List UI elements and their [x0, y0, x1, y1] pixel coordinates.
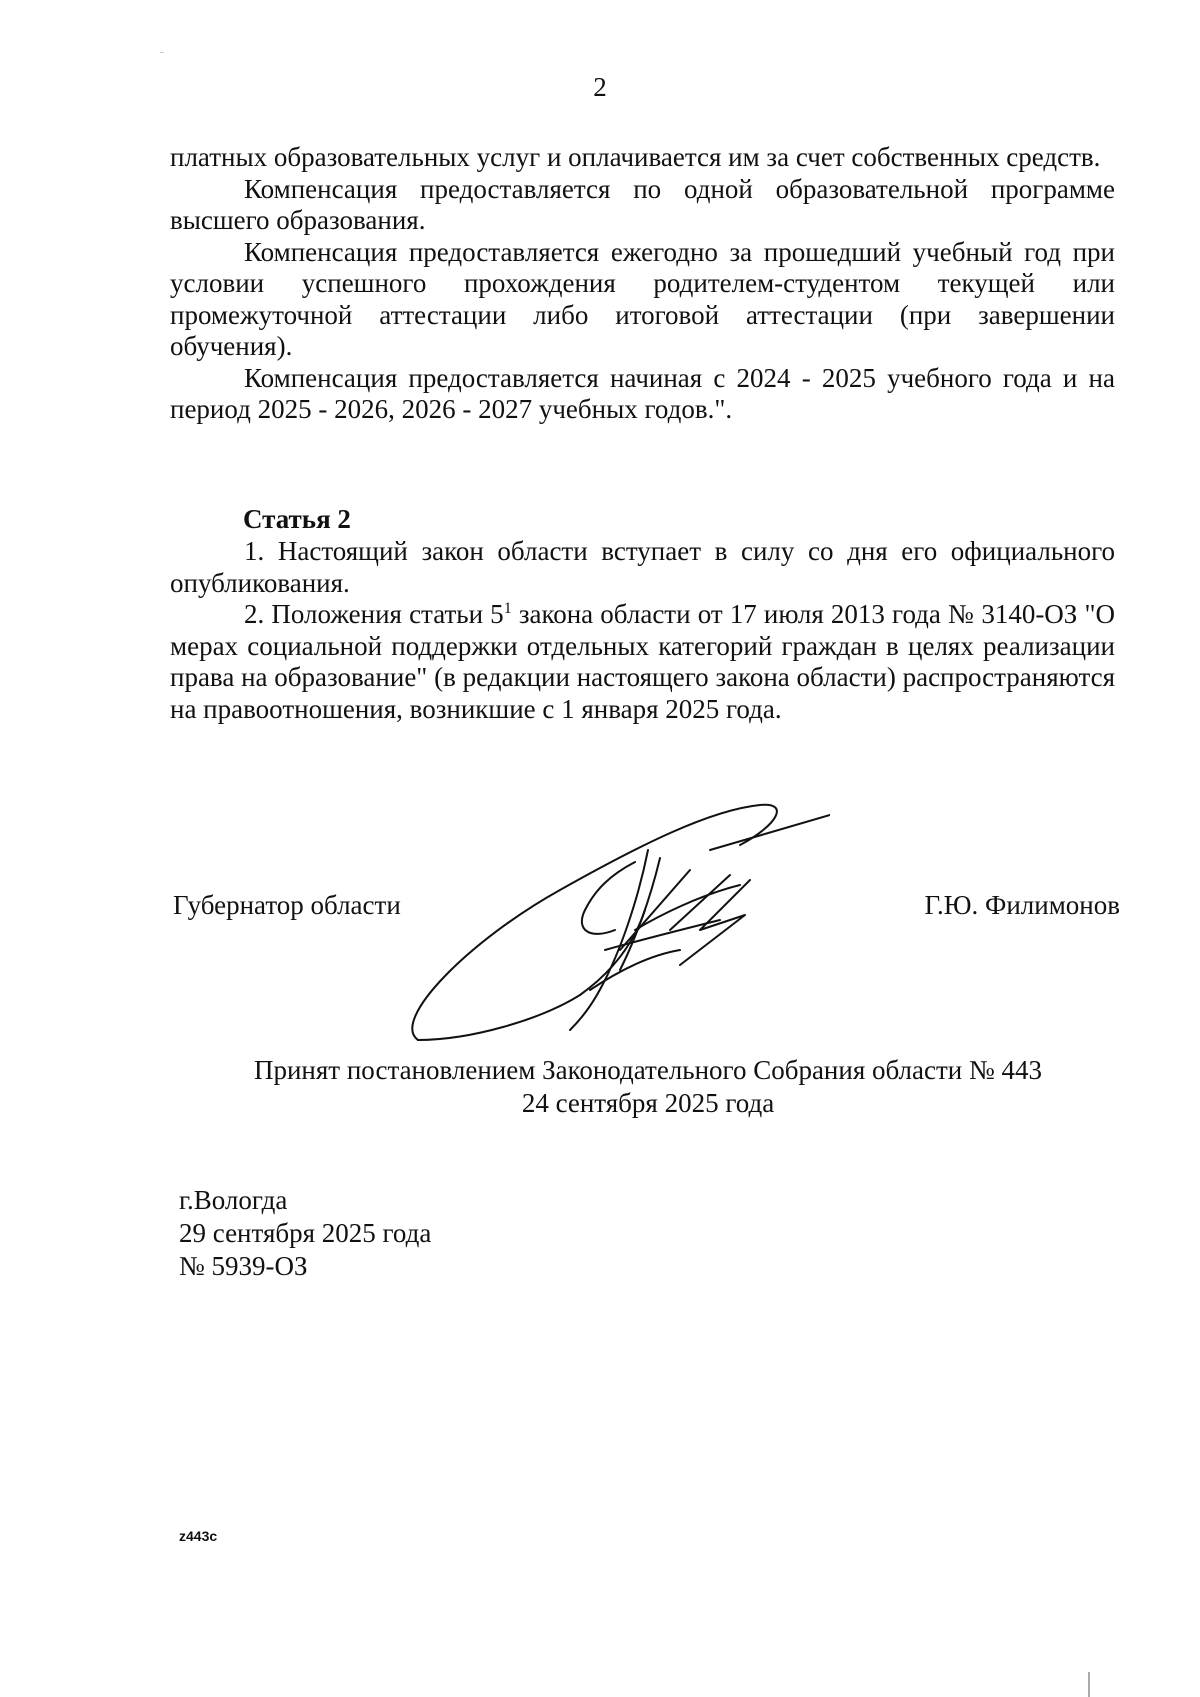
document-code: z443c [179, 1528, 218, 1544]
page-number: 2 [593, 72, 607, 102]
paragraph-compensation-period: Компенсация предоставляется начиная с 2024 - 2025 учебного года и на период 2025 - 2026, 2026 - 2027 учебных годов.". [170, 362, 1115, 424]
handwritten-signature [410, 790, 830, 1050]
item2-superscript: 1 [503, 600, 512, 617]
paragraph-one-program: Компенсация предоставляется по одной образовательной программе высшего образования. [170, 173, 1115, 235]
article-2-heading: Статья 2 [243, 504, 351, 534]
place-date-number [179, 1184, 431, 1283]
article2-item-2 [170, 599, 1115, 725]
adoption-statement [0, 1054, 1200, 1120]
paragraph-annual-compensation: Компенсация предоставляется ежегодно за прошедший учебный год при условии успешного прохождения родителем-студентом текущей или промежуточной аттестации либо итоговой аттестации (при завершении обучения). [170, 236, 1115, 361]
article2-item-1: 1. Настоящий закон области вступает в силу со дня его официального опубликования. [170, 536, 1115, 598]
item2-text-start: 2. Положения статьи 5 [244, 599, 504, 629]
signing-date: 29 сентября 2025 года [179, 1218, 432, 1248]
city: г.Вологда [179, 1185, 288, 1215]
scan-speck [160, 52, 164, 53]
law-number: № 5939-ОЗ [179, 1251, 308, 1281]
adoption-resolution: Принят постановлением Законодательного Собрания области № 443 [253, 1055, 1043, 1085]
article2-body [170, 536, 1115, 725]
signatory-position: Губернатор области [173, 890, 401, 920]
paragraph-paid-services: платных образовательных услуг и оплачивается им за счет собственных средств. [170, 142, 1101, 172]
adoption-date: 24 сентября 2025 года [521, 1088, 775, 1118]
signatory-name: Г.Ю. Филимонов [924, 890, 1120, 920]
article1-continuation [170, 142, 1115, 426]
scan-artifact [1088, 1672, 1090, 1697]
item2-text-rest: закона области от 17 июля 2013 года № 3140-ОЗ "О мерах социальной поддержки отдельных категорий граждан в целях реализации права на образование" (в редакции настоящего закона области) распространяются на правоотношения, возникшие с 1 января 2025 года. [170, 599, 1115, 724]
